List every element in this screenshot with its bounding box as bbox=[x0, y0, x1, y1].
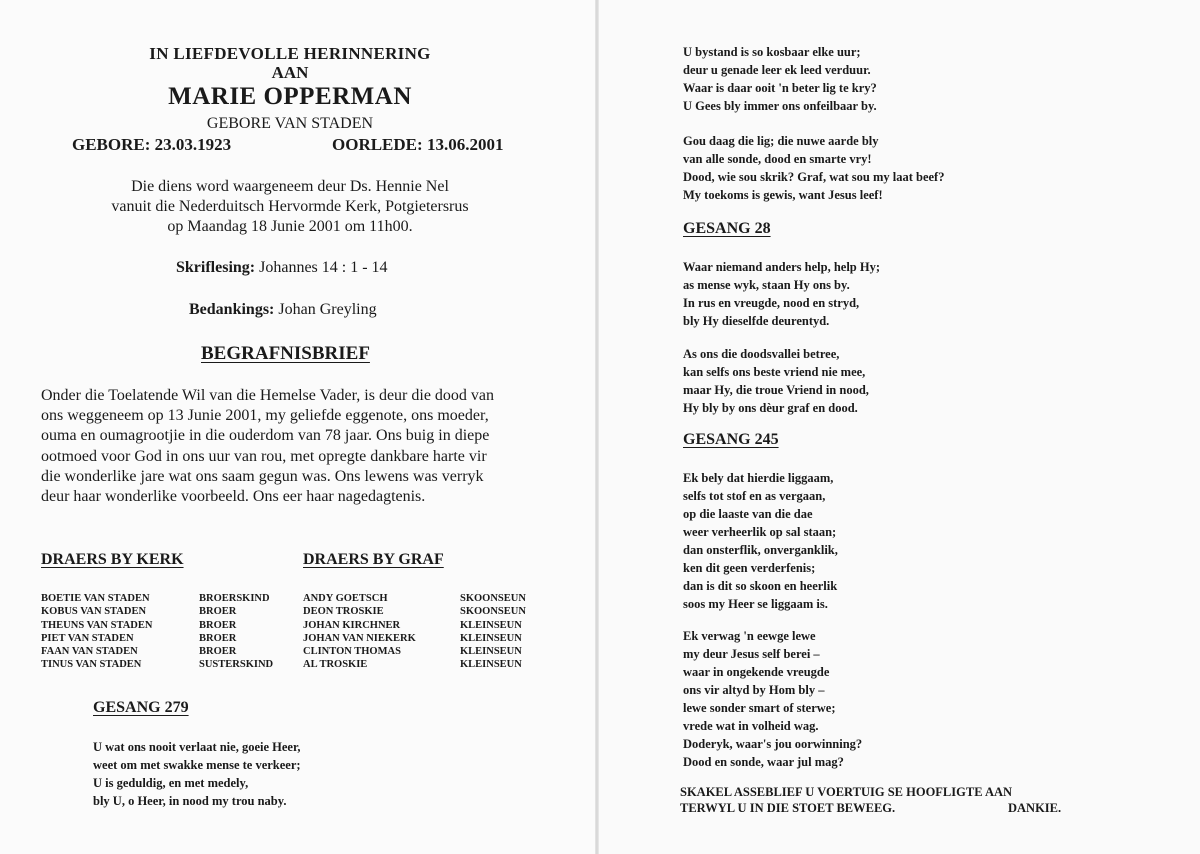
birth-value: 23.03.1923 bbox=[154, 135, 232, 154]
paragraph-line: ootmoed voor God in ons uur van rou, met opregte dankbare harte vir bbox=[41, 447, 487, 465]
bearer-name: BOETIE VAN STADEN bbox=[41, 593, 150, 604]
church-bearers-title: DRAERS BY KERK bbox=[41, 551, 184, 568]
verse-line: Ek verwag 'n eewge lewe bbox=[683, 629, 816, 643]
service-line: op Maandag 18 Junie 2001 om 11h00. bbox=[167, 218, 413, 235]
death-value: 13.06.2001 bbox=[426, 135, 504, 154]
acknowledgements bbox=[189, 301, 377, 319]
paragraph-line: deur haar wonderlike voorbeeld. Ons eer haar nagedagtenis. bbox=[41, 488, 426, 506]
bearer-name: KOBUS VAN STADEN bbox=[41, 606, 147, 618]
verse-line: ken dit geen verderfenis; bbox=[683, 561, 816, 575]
death-date bbox=[332, 135, 503, 155]
bearer-relation: BROER bbox=[199, 646, 237, 658]
verse-line: In rus en vreugde, nood en stryd, bbox=[683, 296, 860, 310]
hymn-28-title: GESANG 28 bbox=[683, 220, 771, 237]
verse-line: U bystand is so kosbaar elke uur; bbox=[683, 45, 861, 59]
paragraph-line: Onder die Toelatende Wil van die Hemelse Vader, is deur die dood van bbox=[41, 387, 495, 404]
bearer-relation: BROER bbox=[199, 606, 237, 618]
funeral-notice-paragraph bbox=[41, 386, 571, 507]
verse-line: dan is dit so skoon en heerlik bbox=[683, 579, 838, 593]
grave-bearers-relations bbox=[460, 592, 526, 672]
church-bearers-relations bbox=[199, 592, 273, 672]
church-bearers-names bbox=[41, 592, 152, 672]
hymn-245-verse-2 bbox=[683, 627, 862, 771]
verse-line: weer verheerlik op sal staan; bbox=[683, 525, 837, 539]
hymn-279-verse bbox=[93, 738, 301, 810]
procession-notice: TERWYL U IN DIE STOET BEWEEG. bbox=[680, 801, 896, 815]
verse-line: my deur Jesus self berei – bbox=[683, 647, 820, 661]
closing-thanks: DANKIE. bbox=[1008, 801, 1062, 815]
verse-line: My toekoms is gewis, want Jesus leef! bbox=[683, 188, 883, 202]
bearer-relation: KLEINSEUN bbox=[460, 659, 522, 671]
hymn-279-verse-2 bbox=[683, 43, 877, 115]
memorial-heading-to: AAN bbox=[271, 63, 309, 82]
verse-line: Waar niemand anders help, help Hy; bbox=[683, 260, 881, 274]
verse-line: U wat ons nooit verlaat nie, goeie Heer, bbox=[93, 740, 301, 754]
paragraph-line: ons weggeneem op 13 Junie 2001, my geliefde eggenote, ons moeder, bbox=[41, 407, 489, 425]
verse-line: dan onsterflik, onverganklik, bbox=[683, 543, 838, 557]
verse-line: Dood, wie sou skrik? Graf, wat sou my laat beef? bbox=[683, 170, 945, 184]
thanks-value: Johan Greyling bbox=[278, 301, 377, 318]
verse-line: maar Hy, die troue Vriend in nood, bbox=[683, 383, 869, 397]
hymn-279-title: GESANG 279 bbox=[93, 699, 189, 716]
funeral-letter-title: BEGRAFNISBRIEF bbox=[201, 343, 370, 364]
verse-line: Hy bly by ons dèur graf en dood. bbox=[683, 401, 858, 415]
service-line: Die diens word waargeneem deur Ds. Hennie Nel bbox=[131, 178, 449, 195]
hymn-279-verse-3 bbox=[683, 132, 944, 204]
verse-line: op die laaste van die dae bbox=[683, 507, 813, 521]
verse-line: vrede wat in volheid wag. bbox=[683, 719, 819, 733]
verse-line: as mense wyk, staan Hy ons by. bbox=[683, 278, 850, 292]
hymn-28-verse-1 bbox=[683, 258, 880, 330]
verse-line: As ons die doodsvallei betree, bbox=[683, 347, 840, 361]
hymn-245-verse-1 bbox=[683, 469, 838, 613]
bearer-name: CLINTON THOMAS bbox=[303, 646, 401, 658]
bearer-relation: SKOONSEUN bbox=[460, 593, 526, 604]
birth-date bbox=[72, 135, 231, 155]
paragraph-line: die wonderlike jare wat ons saam gegun was. Ons lewens was verryk bbox=[41, 467, 484, 485]
bearer-name: DEON TROSKIE bbox=[303, 606, 384, 618]
bearer-relation: KLEINSEUN bbox=[460, 619, 522, 631]
bearer-name: AL TROSKIE bbox=[303, 659, 368, 671]
verse-line: kan selfs ons beste vriend nie mee, bbox=[683, 365, 866, 379]
bearer-name: JOHAN VAN NIEKERK bbox=[303, 632, 416, 644]
headlights-notice: SKAKEL ASSEBLIEF U VOERTUIG SE HOOFLIGTE AAN bbox=[680, 785, 1013, 799]
memorial-heading: IN LIEFDEVOLLE HERINNERING bbox=[149, 44, 431, 63]
verse-line: Gou daag die lig; die nuwe aarde bly bbox=[683, 134, 879, 148]
bearer-name: TINUS VAN STADEN bbox=[41, 659, 142, 671]
bearer-relation: BROERSKIND bbox=[199, 593, 270, 604]
verse-line: weet om met swakke mense te verkeer; bbox=[93, 758, 301, 772]
service-details bbox=[0, 177, 580, 237]
hymn-245-title: GESANG 245 bbox=[683, 431, 779, 448]
reading-value: Johannes 14 : 1 - 14 bbox=[259, 259, 388, 276]
grave-bearers-title: DRAERS BY GRAF bbox=[303, 551, 444, 568]
verse-line: Dood en sonde, waar jul mag? bbox=[683, 755, 844, 769]
hymn-28-verse-2 bbox=[683, 345, 869, 417]
grave-bearers-names bbox=[303, 592, 416, 672]
bearer-relation: SKOONSEUN bbox=[460, 606, 526, 618]
bearer-name: ANDY GOETSCH bbox=[303, 593, 388, 604]
verse-line: deur u genade leer ek leed verduur. bbox=[683, 63, 871, 77]
verse-line: Ek bely dat hierdie liggaam, bbox=[683, 471, 834, 485]
page-fold bbox=[595, 0, 599, 854]
verse-line: bly U, o Heer, in nood my trou naby. bbox=[93, 794, 287, 808]
verse-line: ons vir altyd by Hom bly – bbox=[683, 683, 825, 697]
thanks-label: Bedankings: bbox=[189, 301, 275, 318]
birth-label: GEBORE: bbox=[72, 135, 151, 154]
bearer-relation: BROER bbox=[199, 619, 237, 631]
service-line: vanuit die Nederduitsch Hervormde Kerk, Potgietersrus bbox=[111, 198, 469, 215]
bearer-relation: BROER bbox=[199, 632, 237, 644]
verse-line: U Gees bly immer ons onfeilbaar by. bbox=[683, 99, 877, 113]
bearer-name: PIET VAN STADEN bbox=[41, 632, 134, 644]
scripture-reading bbox=[176, 259, 388, 277]
bearer-relation: KLEINSEUN bbox=[460, 632, 522, 644]
verse-line: van alle sonde, dood en smarte vry! bbox=[683, 152, 872, 166]
bearer-relation: SUSTERSKIND bbox=[199, 659, 274, 671]
death-label: OORLEDE: bbox=[332, 135, 423, 154]
verse-line: U is geduldig, en met medely, bbox=[93, 776, 249, 790]
maiden-name: GEBORE VAN STADEN bbox=[206, 115, 374, 132]
paragraph-line: ouma en oumagrootjie in die ouderdom van 78 jaar. Ons buig in diepe bbox=[41, 427, 490, 445]
deceased-name: MARIE OPPERMAN bbox=[168, 83, 412, 110]
verse-line: waar in ongekende vreugde bbox=[683, 665, 830, 679]
verse-line: soos my Heer se liggaam is. bbox=[683, 597, 828, 611]
bearer-name: JOHAN KIRCHNER bbox=[303, 619, 401, 631]
bearer-name: THEUNS VAN STADEN bbox=[41, 619, 153, 631]
verse-line: Waar is daar ooit 'n beter lig te kry? bbox=[683, 81, 877, 95]
bearer-name: FAAN VAN STADEN bbox=[41, 646, 138, 658]
verse-line: selfs tot stof en as vergaan, bbox=[683, 489, 826, 503]
verse-line: lewe sonder smart of sterwe; bbox=[683, 701, 836, 715]
reading-label: Skriflesing: bbox=[176, 259, 256, 276]
verse-line: Doderyk, waar's jou oorwinning? bbox=[683, 737, 863, 751]
verse-line: bly Hy dieselfde deurentyd. bbox=[683, 314, 830, 328]
bearer-relation: KLEINSEUN bbox=[460, 646, 522, 658]
